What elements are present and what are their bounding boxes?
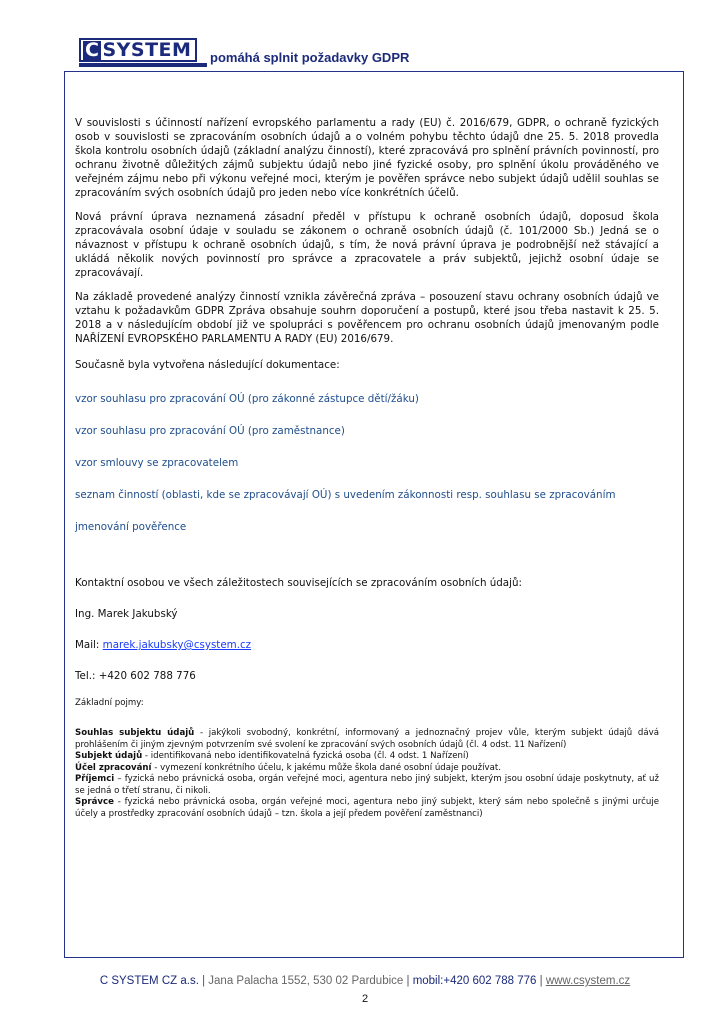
document-body	[75, 116, 659, 820]
paragraph-legal-change: Nová právní úprava neznamená zásadní předěl v přístupu k ochraně osobních údajů, doposud škola zpracovávala osobní údaje v souladu se zákonem o ochraně osobních údajů (č. 101/2000 Sb.) Jedná se o návaznost v přístupu k ochraně osobních údajů, s tím, že nová právní úprava je podrobnější než stávající a ukládá několik nových povinností pro správce a zpracovatele a práv subjektů, jejichž osobní údaje se zpracovávají.	[75, 211, 659, 279]
definition-text: - vymezení konkrétního účelu, k jakému může škola dané osobní údaje používat.	[151, 762, 501, 773]
definition-data-subject	[75, 751, 659, 763]
definition-term: Správce	[75, 797, 114, 807]
contact-intro: Kontaktní osobou ve všech záležitostech souvisejících se zpracováním osobních údajů:	[75, 577, 522, 589]
paragraph-documentation-intro: Současně byla vytvořena následující dokumentace:	[75, 359, 340, 371]
logo-underline	[79, 63, 207, 67]
mail-label: Mail:	[75, 639, 103, 651]
paragraph-analysis: Na základě provedené analýzy činností vznikla závěrečná zpráva – posouzení stavu ochrany osobních údajů ve vztahu k požadavkům GDPR Zpráva obsahuje souhrn doporučení a postupů, které jsou třeba nastavit k 25. 5. 2018 a v následujícím období již ve spolupráci s pověřencem pro ochranu osobních údajů jmenovaným podle NAŘÍZENÍ EVROPSKÉHO PARLAMENTU A RADY (EU) 2016/679.	[75, 291, 659, 345]
doc-item-processor-contract[interactable]: vzor smlouvy se zpracovatelem	[75, 457, 239, 469]
page-header	[79, 38, 649, 68]
footer-address: Jana Palacha 1552, 530 02 Pardubice	[208, 975, 404, 987]
contact-phone: Tel.: +420 602 788 776	[75, 670, 196, 682]
definition-recipients	[75, 774, 659, 797]
footer-separator: |	[198, 975, 209, 987]
footer-separator: |	[536, 975, 546, 987]
definition-text: - fyzická nebo právnická osoba, orgán veřejné moci, agentura nebo jiný subjekt, který sám nebo společně s jinými určuje účely a prostředky zpracování osobních údajů – tzn. škola a její předem pověření zaměstnanci)	[75, 797, 659, 819]
footer-mobile: mobil:+420 602 788 776	[412, 975, 537, 987]
definition-term: Souhlas subjektu údajů	[75, 728, 195, 738]
definition-controller	[75, 797, 659, 820]
footer-separator: |	[403, 975, 413, 987]
logo-text: SYSTEM	[102, 38, 192, 61]
definition-term: Účel zpracování	[75, 762, 152, 773]
doc-item-dpo-appointment[interactable]: jmenování pověřence	[75, 521, 187, 533]
csystem-logo	[79, 38, 197, 62]
definition-purpose	[75, 763, 659, 775]
page-number: 2	[361, 993, 369, 1005]
header-tagline: pomáhá splnit požadavky GDPR	[210, 50, 410, 65]
definition-term: Příjemci	[75, 774, 115, 784]
paragraph-intro: V souvislosti s účinností nařízení evropského parlamentu a rady (EU) č. 2016/679, GDPR, o ochraně fyzických osob v souvislosti se zpracováním osobních údajů a o volném pohybu těchto údajů dne 25. 5. 2018 provedla škola kontrolu osobních údajů (základní analýzu činností), které zpracovává pro splnění právních povinností, pro ochranu životně důležitých zájmů subjektu údajů nebo jiné fyzické osoby, pro splnění úkolu prováděného ve veřejném zájmu nebo při výkonu veřejné moci, kterým je pověřen správce nebo subjekt údajů udělil souhlas se zpracováním svých osobních údajů pro jeden nebo více konkrétních účelů.	[75, 117, 659, 199]
definition-text: - jakýkoli svobodný, konkrétní, informovaný a jednoznačný projev vůle, kterým subjekt údajů dává prohlášením či jiným zjevným potvrzením své svolení ke zpracování svých osobních údajů (čl. 4 odst. 11 Nařízení)	[75, 728, 659, 750]
definition-text: – fyzická nebo právnická osoba, orgán veřejné moci, agentura nebo jiný subjekt, kterým jsou osobní údaje poskytnuty, ať už se jedná o třetí stranu, či nikoli.	[75, 774, 659, 796]
definition-term: Subjekt údajů	[75, 751, 143, 761]
contact-mail	[75, 638, 659, 652]
doc-item-activity-list[interactable]: seznam činností (oblasti, kde se zpracovávají OÚ) s uvedením zákonnosti resp. souhlasu se zpracováním	[75, 489, 616, 501]
definition-consent	[75, 728, 659, 751]
definition-text: - identifikovaná nebo identifikovatelná fyzická osoba (čl. 4 odst. 1 Nařízení)	[142, 751, 469, 761]
email-link[interactable]: marek.jakubsky@csystem.cz	[102, 639, 252, 651]
doc-item-consent-parents[interactable]: vzor souhlasu pro zpracování OÚ (pro zákonné zástupce dětí/žáku)	[75, 393, 419, 405]
terms-title: Základní pojmy:	[75, 698, 144, 708]
contact-name: Ing. Marek Jakubský	[75, 608, 178, 620]
logo-letter-c: C	[85, 38, 100, 61]
footer-company: C SYSTEM CZ a.s.	[99, 975, 199, 987]
page-footer	[70, 975, 660, 987]
footer-web-link[interactable]: www.csystem.cz	[545, 975, 631, 987]
doc-item-consent-employees[interactable]: vzor souhlasu pro zpracování OÚ (pro zaměstnance)	[75, 425, 345, 437]
